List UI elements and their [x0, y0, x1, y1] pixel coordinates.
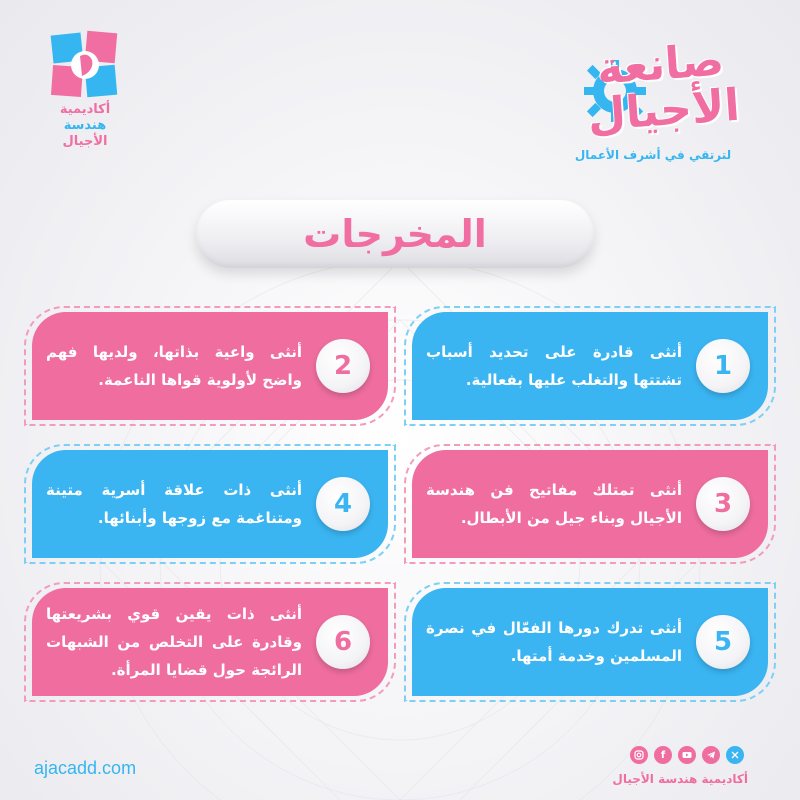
section-title-pill [196, 200, 594, 268]
card-text-1: أنثى قادرة على تحديد أسباب تشتتها والتغلب عليها بفعالية. [426, 343, 682, 389]
outcome-card-4 [32, 450, 388, 558]
x-icon[interactable] [726, 746, 744, 764]
brand-title: صانعة الأجيال [585, 34, 742, 142]
card-number-3: 3 [696, 477, 750, 531]
website-link[interactable]: ajacadd.com [34, 758, 137, 778]
telegram-icon[interactable] [702, 746, 720, 764]
card-number-1: 1 [696, 339, 750, 393]
card-number-2: 2 [316, 339, 370, 393]
facebook-icon[interactable]: f [654, 746, 672, 764]
footer-academy-name: أكاديمية هندسة الأجيال [612, 772, 748, 786]
card-text-3: أنثى تمتلك مفاتيح فن هندسة الأجيال وبناء جيل من الأبطال. [426, 481, 682, 527]
brand-logo [562, 28, 762, 178]
logo-line-3: الأجيال [62, 134, 108, 149]
logo-line-2: هندسة [63, 118, 107, 133]
card-number-6: 6 [316, 615, 370, 669]
academy-logo-mark-icon [50, 30, 120, 100]
card-text-6: أنثى ذات يقين قوي بشريعتها وقادرة على التخلص من الشبهات الرائجة حول قضايا المرأة. [46, 605, 302, 679]
outcome-card-6 [32, 588, 388, 696]
brand-tagline: لترتقي في أشرف الأعمال [574, 148, 732, 162]
section-title: المخرجات [303, 212, 487, 256]
card-number-4: 4 [316, 477, 370, 531]
social-icons [630, 746, 744, 764]
outcome-card-5 [412, 588, 768, 696]
card-number-5: 5 [696, 615, 750, 669]
logo-line-1: أكاديمية [59, 102, 111, 117]
card-text-4: أنثى ذات علاقة أسرية متينة ومتناغمة مع زوجها وأبنائها. [46, 481, 302, 527]
outcome-card-2 [32, 312, 388, 420]
youtube-icon[interactable] [678, 746, 696, 764]
card-text-2: أنثى واعية بذاتها، ولديها فهم واضح لأولوية قواها الناعمة. [46, 343, 302, 389]
outcome-card-3 [412, 450, 768, 558]
instagram-icon[interactable] [630, 746, 648, 764]
academy-logo [40, 30, 130, 160]
outcome-card-1 [412, 312, 768, 420]
card-text-5: أنثى تدرك دورها الفعّال في نصرة المسلمين وخدمة أمتها. [426, 619, 682, 665]
